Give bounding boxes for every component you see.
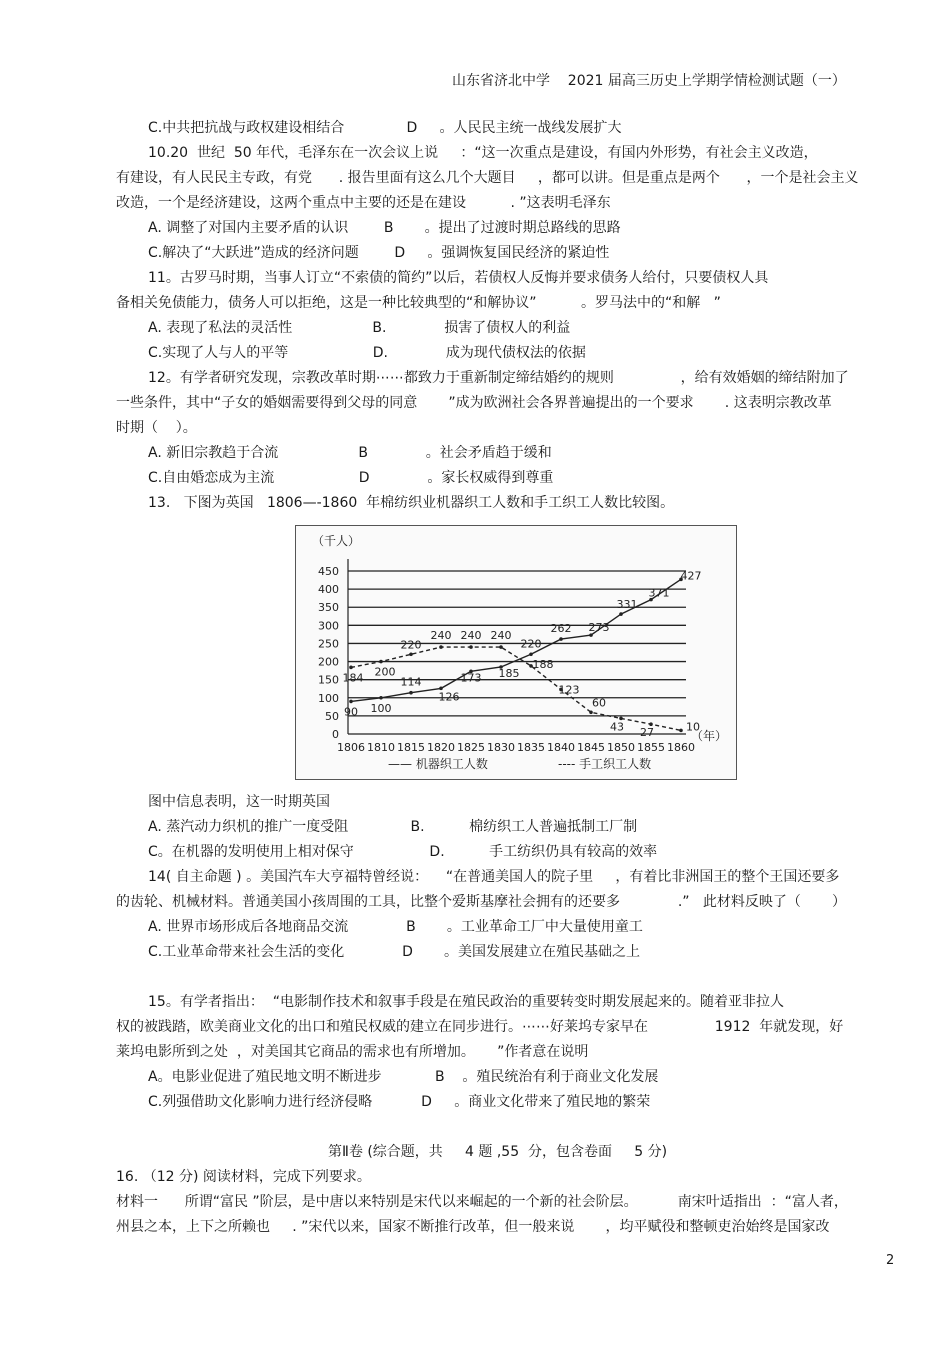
text-line: C.工业革命带来社会生活的变化 D 。美国发展建立在殖民基础之上: [148, 944, 641, 960]
data-point: [559, 637, 563, 641]
data-label: 240: [460, 629, 482, 643]
data-label: 185: [498, 666, 520, 680]
text-line: 的齿轮、机械材料。普通美国小孩周围的工具，比整个爱斯基摩社会拥有的还要多 .” 此材料反映了（ ）: [116, 894, 847, 910]
text-line: 13. 下图为英国 1806—-1860 年棉纺织业机器织工人数和手工织工人数比较图。: [148, 495, 675, 511]
data-point: [349, 700, 353, 704]
x-tick-label: 1830: [487, 741, 515, 754]
data-point: [589, 710, 593, 714]
data-label: 427: [680, 569, 702, 583]
data-label: 188: [532, 657, 554, 671]
text-line: 16. （12 分) 阅读材料，完成下列要求。: [116, 1169, 371, 1185]
data-point: [469, 645, 473, 649]
text-line: 12。有学者研究发现，宗教改革时期⋯⋯都致力于重新制定缔结婚约的规则 ，给有效婚姻的缔结附加了: [148, 370, 849, 386]
data-label: 220: [400, 638, 422, 652]
text-line: A. 调整了对国内主要矛盾的认识 B 。提出了过渡时期总路线的思路: [148, 220, 621, 236]
series-line-hand: [351, 647, 681, 730]
page-number: 2: [886, 1253, 895, 1268]
y-tick-label: 50: [325, 709, 339, 723]
y-tick-label: 400: [318, 583, 339, 597]
data-point: [349, 666, 353, 670]
data-label: 114: [400, 675, 422, 689]
text-line: A. 蒸汽动力织机的推广一度受阻 B. 棉纺织工人普遍抵制工厂制: [148, 819, 638, 835]
data-label: 27: [640, 726, 654, 740]
data-point: [409, 691, 413, 695]
text-line: 一些条件，其中“子女的婚姻需要得到父母的同意 ”成为欧洲社会各界普遍提出的一个要求 . 这表明宗教改革: [116, 395, 832, 411]
text-line: 10.20 世纪 50 年代，毛泽东在一次会议上说 ：“这一次重点是建设，有国内外形势，有社会主义改造，: [148, 145, 818, 161]
section-title: 第Ⅱ卷 (综合题，共 4 题 ,55 分，包含卷面 5 分): [328, 1144, 668, 1160]
y-tick-label: 200: [318, 655, 339, 669]
data-label: 331: [616, 598, 638, 612]
x-tick-label: 1855: [637, 741, 665, 754]
x-tick-label: 1850: [607, 741, 635, 754]
y-tick-label: 150: [318, 673, 339, 687]
text-line: 图中信息表明，这一时期英国: [148, 794, 330, 810]
text-line: 改造，一个是经济建设，这两个重点中主要的还是在建设 . ”这表明毛泽东: [116, 195, 611, 211]
data-point: [529, 653, 533, 657]
data-label: 273: [588, 621, 610, 635]
text-line: A. 表现了私法的灵活性 B. 损害了债权人的利益: [148, 320, 571, 336]
legend-entry: —— 机器织工人数: [388, 757, 488, 771]
data-label: 371: [648, 586, 670, 600]
line-chart: [296, 526, 736, 779]
text-line: 材料一 所谓“富民 ”阶层，是中唐以来特别是宋代以来崛起的一个新的社会阶层。 南宋叶适指出 ：“富人者，: [116, 1194, 848, 1210]
text-line: A。电影业促进了殖民地文明不断进步 B 。殖民统治有利于商业文化发展: [148, 1069, 659, 1085]
text-line: 11。古罗马时期，当事人订立“不索债的简约”以后，若债权人反悔并要求债务人给付，只要债权人具: [148, 270, 769, 286]
y-tick-label: 450: [318, 565, 339, 578]
data-point: [409, 653, 413, 657]
text-line: C。在机器的发明使用上相对保守 D. 手工纺织仍具有较高的效率: [148, 844, 658, 860]
text-line: C.列强借助文化影响力进行经济侵略 D 。商业文化带来了殖民地的繁荣: [148, 1094, 651, 1110]
text-line: C.中共把抗战与政权建设相结合 D 。人民民主统一战线发展扩大: [148, 120, 622, 136]
y-axis-label: （千人）: [312, 534, 361, 548]
x-axis-unit: （年）: [690, 729, 728, 743]
data-label: 60: [592, 696, 606, 710]
y-tick-label: 100: [318, 691, 339, 705]
data-label: 200: [374, 665, 396, 679]
text-line: 14( 自主命题 ) 。美国汽车大亨福特曾经说： “在普通美国人的院子里 ，有着比非洲国王的整个王国还要多: [148, 869, 840, 885]
text-line: C.解决了“大跃进”造成的经济问题 D 。强调恢复国民经济的紧迫性: [148, 245, 610, 261]
data-label: 184: [342, 671, 364, 685]
data-label: 220: [520, 637, 542, 651]
data-label: 123: [558, 683, 580, 697]
x-tick-label: 1845: [577, 741, 605, 754]
y-tick-label: 250: [318, 637, 339, 651]
data-label: 126: [438, 690, 460, 704]
text-line: 15。有学者指出： “电影制作技术和叙事手段是在殖民政治的重要转变时期发展起来的。随着亚非拉人: [148, 994, 784, 1010]
y-tick-label: 350: [318, 601, 339, 615]
text-line: 权的被践踏，欧美商业文化的出口和殖民权威的建立在同步进行。⋯⋯好莱坞专家早在 1912 年就发现，好: [116, 1019, 844, 1035]
legend-entry: ---- 手工织工人数: [558, 757, 652, 771]
page-header: 山东省济北中学 2021 届高三历史上学期学情检测试题（一）: [452, 73, 846, 89]
text-line: 有建设，有人民民主专政，有党 . 报告里面有这么几个大题目 ，都可以讲。但是重点是两个 ，一个是社会主义: [116, 170, 859, 186]
data-label: 262: [550, 622, 572, 636]
x-tick-label: 1815: [397, 741, 425, 754]
x-tick-label: 1820: [427, 741, 455, 754]
data-label: 240: [430, 629, 452, 643]
data-point: [679, 729, 683, 733]
data-point: [379, 660, 383, 664]
text-line: C.自由婚恋成为主流 D 。家长权威得到尊重: [148, 470, 554, 486]
data-label: 10: [686, 720, 700, 734]
text-line: 时期（ ）。: [116, 420, 197, 436]
text-line: 莱坞电影所到之处 ，对美国其它商品的需求也有所增加。 ”作者意在说明: [116, 1044, 589, 1060]
y-tick-label: 300: [318, 619, 339, 633]
x-tick-label: 1806: [337, 741, 365, 754]
data-point: [619, 612, 623, 616]
text-line: 州县之本，上下之所赖也 . ”宋代以来，国家不断推行改革，但一般来说 ，均平赋役和整顿吏治始终是国家改: [116, 1219, 830, 1235]
x-tick-label: 1860: [667, 741, 695, 754]
x-tick-label: 1810: [367, 741, 395, 754]
data-point: [439, 645, 443, 649]
data-label: 173: [460, 671, 482, 685]
chart-figure: [295, 525, 737, 780]
text-line: A. 世界市场形成后各地商品交流 B 。工业革命工厂中大量使用童工: [148, 919, 643, 935]
data-point: [379, 696, 383, 700]
data-label: 90: [344, 705, 358, 719]
header-rule: [117, 94, 889, 95]
x-tick-label: 1825: [457, 741, 485, 754]
x-tick-label: 1840: [547, 741, 575, 754]
data-label: 240: [490, 629, 512, 643]
text-line: 备相关免债能力，债务人可以拒绝，这是一种比较典型的“和解协议” 。罗马法中的“和解 ”: [116, 295, 721, 311]
data-label: 43: [610, 720, 624, 734]
y-tick-label: 0: [332, 728, 339, 741]
data-point: [499, 645, 503, 649]
data-label: 100: [370, 701, 392, 715]
x-tick-label: 1835: [517, 741, 545, 754]
text-line: A. 新旧宗教趋于合流 B 。社会矛盾趋于缓和: [148, 445, 552, 461]
text-line: C.实现了人与人的平等 D. 成为现代债权法的依据: [148, 345, 586, 361]
